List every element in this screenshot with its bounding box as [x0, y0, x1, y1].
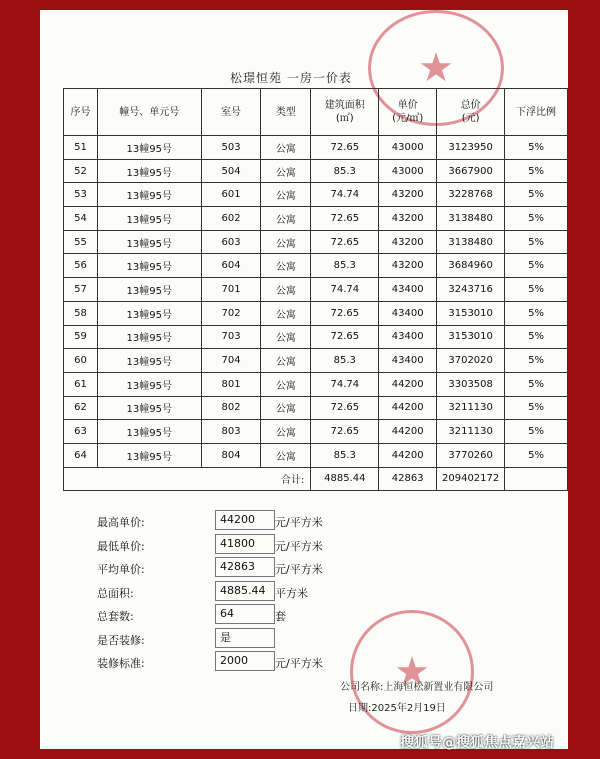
table-cell: 13幢95号	[97, 396, 201, 420]
table-cell: 公寓	[261, 136, 311, 160]
column-header: 下浮比例	[505, 89, 568, 136]
table-cell: 公寓	[261, 230, 311, 254]
table-cell: 43400	[379, 325, 437, 349]
column-header: 幢号、单元号	[97, 89, 201, 136]
table-cell: 5%	[505, 396, 568, 420]
table-cell: 5%	[505, 230, 568, 254]
table-cell: 43400	[379, 301, 437, 325]
table-cell: 3303508	[437, 372, 505, 396]
table-cell: 56	[64, 254, 98, 278]
table-cell: 61	[64, 372, 98, 396]
totals-row	[64, 467, 568, 491]
table-cell: 5%	[505, 301, 568, 325]
table-cell: 公寓	[261, 183, 311, 207]
summary-value: 64	[215, 604, 275, 624]
column-header: 建筑面积 (㎡)	[311, 89, 379, 136]
table-row	[64, 349, 568, 373]
table-cell: 公寓	[261, 159, 311, 183]
document-date: 日期:2025年2月19日	[348, 703, 446, 714]
table-cell: 74.74	[311, 278, 379, 302]
table-cell: 43400	[379, 349, 437, 373]
column-header: 序号	[64, 89, 98, 136]
table-row	[64, 301, 568, 325]
table-row	[64, 443, 568, 467]
table-cell: 13幢95号	[97, 443, 201, 467]
table-cell: 43200	[379, 207, 437, 231]
table-cell: 72.65	[311, 301, 379, 325]
summary-value: 是	[215, 628, 275, 648]
table-cell: 63	[64, 420, 98, 444]
table-cell: 62	[64, 396, 98, 420]
table-cell: 13幢95号	[97, 254, 201, 278]
table-header-row	[64, 89, 568, 136]
column-header: 单价 (元/㎡)	[379, 89, 437, 136]
table-cell: 公寓	[261, 325, 311, 349]
table-cell: 5%	[505, 278, 568, 302]
summary-unit: 平方米	[275, 586, 308, 600]
table-cell: 44200	[379, 443, 437, 467]
summary-value: 2000	[215, 651, 275, 671]
table-cell: 72.65	[311, 420, 379, 444]
table-cell: 52	[64, 159, 98, 183]
table-cell: 53	[64, 183, 98, 207]
table-cell: 55	[64, 230, 98, 254]
summary-label: 总套数:	[97, 610, 134, 623]
table-cell: 公寓	[261, 372, 311, 396]
summary-label: 装修标准:	[97, 657, 145, 670]
table-cell: 74.74	[311, 183, 379, 207]
table-cell: 3702020	[437, 349, 505, 373]
table-cell: 43200	[379, 230, 437, 254]
table-cell: 13幢95号	[97, 301, 201, 325]
star-icon: ★	[394, 649, 430, 695]
summary-value: 4885.44	[215, 581, 275, 601]
table-cell: 54	[64, 207, 98, 231]
table-cell: 803	[201, 420, 261, 444]
document-title: 松璟恒苑 一房一价表	[230, 71, 352, 85]
table-cell: 60	[64, 349, 98, 373]
table-cell: 43200	[379, 183, 437, 207]
table-cell: 3123950	[437, 136, 505, 160]
table-cell: 5%	[505, 207, 568, 231]
table-row	[64, 278, 568, 302]
table-cell: 3228768	[437, 183, 505, 207]
table-cell: 72.65	[311, 396, 379, 420]
table-cell: 公寓	[261, 278, 311, 302]
summary-unit: 元/平方米	[275, 539, 323, 553]
table-cell: 64	[64, 443, 98, 467]
table-cell: 13幢95号	[97, 420, 201, 444]
table-cell: 601	[201, 183, 261, 207]
table-row	[64, 254, 568, 278]
table-cell: 公寓	[261, 301, 311, 325]
summary-label: 平均单价:	[97, 563, 145, 576]
table-cell: 5%	[505, 183, 568, 207]
table-cell: 13幢95号	[97, 278, 201, 302]
table-cell: 5%	[505, 254, 568, 278]
totals-label: 合计:	[64, 467, 311, 491]
table-cell: 85.3	[311, 159, 379, 183]
table-cell: 604	[201, 254, 261, 278]
table-cell: 43200	[379, 254, 437, 278]
summary-unit: 元/平方米	[275, 516, 323, 529]
table-cell: 704	[201, 349, 261, 373]
price-table	[63, 88, 568, 491]
table-cell: 13幢95号	[97, 349, 201, 373]
table-cell: 公寓	[261, 396, 311, 420]
table-cell: 43000	[379, 159, 437, 183]
totals-blank	[505, 467, 568, 491]
table-cell: 85.3	[311, 349, 379, 373]
table-cell: 602	[201, 207, 261, 231]
table-cell: 701	[201, 278, 261, 302]
column-header: 总价 (元)	[437, 89, 505, 136]
table-cell: 804	[201, 443, 261, 467]
totals-total-price: 209402172	[437, 467, 505, 491]
table-cell: 44200	[379, 396, 437, 420]
table-row	[64, 230, 568, 254]
table-cell: 43400	[379, 278, 437, 302]
table-cell: 72.65	[311, 207, 379, 231]
table-cell: 58	[64, 301, 98, 325]
summary-label: 总面积:	[97, 586, 134, 600]
summary-label: 最低单价:	[97, 539, 145, 553]
table-row	[64, 207, 568, 231]
summary-value: 42863	[215, 557, 275, 577]
table-row	[64, 325, 568, 349]
table-cell: 13幢95号	[97, 159, 201, 183]
table-cell: 51	[64, 136, 98, 160]
table-cell: 13幢95号	[97, 230, 201, 254]
table-cell: 3153010	[437, 301, 505, 325]
table-cell: 44200	[379, 372, 437, 396]
table-row	[64, 396, 568, 420]
summary-unit: 套	[275, 610, 286, 623]
table-cell: 44200	[379, 420, 437, 444]
table-cell: 3243716	[437, 278, 505, 302]
table-cell: 603	[201, 230, 261, 254]
table-cell: 5%	[505, 159, 568, 183]
table-cell: 13幢95号	[97, 207, 201, 231]
star-icon: ★	[418, 45, 454, 91]
summary-value: 44200	[215, 510, 275, 530]
table-cell: 公寓	[261, 349, 311, 373]
table-cell: 72.65	[311, 230, 379, 254]
summary-label: 最高单价:	[97, 516, 145, 529]
table-cell: 702	[201, 301, 261, 325]
table-cell: 802	[201, 396, 261, 420]
table-cell: 公寓	[261, 443, 311, 467]
table-cell: 3684960	[437, 254, 505, 278]
table-row	[64, 420, 568, 444]
table-row	[64, 136, 568, 160]
table-row	[64, 183, 568, 207]
table-cell: 13幢95号	[97, 136, 201, 160]
table-cell: 公寓	[261, 420, 311, 444]
table-cell: 5%	[505, 325, 568, 349]
table-cell: 3153010	[437, 325, 505, 349]
table-cell: 85.3	[311, 254, 379, 278]
table-cell: 57	[64, 278, 98, 302]
table-cell: 504	[201, 159, 261, 183]
table-cell: 74.74	[311, 372, 379, 396]
price-document	[40, 10, 568, 749]
table-cell: 13幢95号	[97, 325, 201, 349]
summary-unit: 元/平方米	[275, 563, 323, 576]
table-cell: 3211130	[437, 420, 505, 444]
table-cell: 5%	[505, 372, 568, 396]
column-header: 类型	[261, 89, 311, 136]
table-cell: 3770260	[437, 443, 505, 467]
table-cell: 85.3	[311, 443, 379, 467]
table-cell: 13幢95号	[97, 183, 201, 207]
table-cell: 801	[201, 372, 261, 396]
table-cell: 3138480	[437, 207, 505, 231]
table-cell: 5%	[505, 349, 568, 373]
table-cell: 13幢95号	[97, 372, 201, 396]
table-cell: 503	[201, 136, 261, 160]
table-cell: 3667900	[437, 159, 505, 183]
table-cell: 公寓	[261, 254, 311, 278]
table-cell: 5%	[505, 420, 568, 444]
table-cell: 703	[201, 325, 261, 349]
table-cell: 5%	[505, 443, 568, 467]
table-cell: 72.65	[311, 136, 379, 160]
summary-value: 41800	[215, 534, 275, 554]
table-cell: 43000	[379, 136, 437, 160]
table-cell: 5%	[505, 136, 568, 160]
table-cell: 3138480	[437, 230, 505, 254]
table-cell: 公寓	[261, 207, 311, 231]
table-row	[64, 159, 568, 183]
summary-label: 是否装修:	[97, 633, 145, 647]
table-row	[64, 372, 568, 396]
column-header: 室号	[201, 89, 261, 136]
watermark-text: 搜狐号@搜狐焦点嘉兴站	[400, 735, 554, 751]
company-seal-stamp	[350, 610, 474, 734]
table-cell: 59	[64, 325, 98, 349]
summary-unit: 元/平方米	[275, 657, 323, 670]
table-cell: 3211130	[437, 396, 505, 420]
table-cell: 72.65	[311, 325, 379, 349]
totals-unit-price: 42863	[379, 467, 437, 491]
company-name: 公司名称:上海恒松新置业有限公司	[340, 682, 494, 693]
totals-area: 4885.44	[311, 467, 379, 491]
